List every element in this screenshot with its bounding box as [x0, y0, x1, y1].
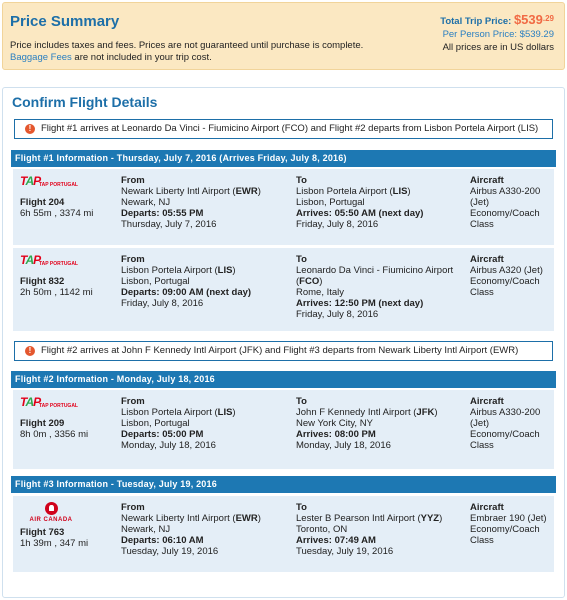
warning-icon: ! [25, 124, 35, 134]
tap-portugal-logo: TAP TAP PORTUGAL [20, 253, 78, 267]
flight-row [13, 496, 554, 574]
air-canada-logo: AIR CANADA [20, 502, 82, 526]
connection-notice-2: ! Flight #2 arrives at John F Kennedy Intl Airport (JFK) and Flight #3 departs from Newark Liberty Intl Airport (EWR) [14, 341, 553, 361]
per-person-price: Per Person Price: $539.29 [442, 29, 554, 40]
aircraft-cell: Aircraft Airbus A330-200 (Jet) Economy/Coach Class [470, 396, 541, 451]
to-cell: To John F Kennedy Intl Airport (JFK) New York City, NY Arrives: 08:00 PM Monday, July 18, 2016 [296, 396, 438, 451]
price-summary-panel [2, 2, 565, 70]
total-price-value: $\$539^{.29}$ [513, 12, 554, 27]
to-cell: To Lester B Pearson Intl Airport (YYZ) Toronto, ON Arrives: 07:49 AM Tuesday, July 19, 2016 [296, 502, 443, 557]
flight-row [13, 169, 554, 247]
baggage-note-text: are not included in your trip cost. [71, 52, 212, 63]
price-note: Price includes taxes and fees. Prices are not guaranteed until purchase is complete. [10, 40, 364, 51]
flight-number: Flight 209 [20, 418, 65, 429]
currency-note: All prices are in US dollars [442, 42, 554, 53]
flight-duration: 8h 0m , 3356 mi [20, 429, 89, 440]
aircraft-cell: Aircraft Airbus A330-200 (Jet) Economy/Coach Class [470, 175, 541, 230]
aircraft-cell: Aircraft Airbus A320 (Jet) Economy/Coach Class [470, 254, 543, 298]
baggage-note [10, 52, 212, 63]
flight-duration: 2h 50m , 1142 mi [20, 287, 93, 298]
aircraft-cell: Aircraft Embraer 190 (Jet) Economy/Coach Class [470, 502, 547, 546]
confirm-title: Confirm Flight Details [12, 94, 158, 110]
to-cell: To Leonardo Da Vinci - Fiumicino Airport (FCO) Rome, Italy Arrives: 12:50 PM (next day) Friday, July 8, 2016 [296, 254, 454, 320]
to-cell: To Lisbon Portela Airport (LIS) Lisbon, Portugal Arrives: 05:50 AM (next day) Friday, July 8, 2016 [296, 175, 424, 230]
confirm-flight-panel [2, 87, 565, 598]
flight-3-header: Flight #3 Information - Tuesday, July 19, 2016 [11, 476, 556, 493]
price-summary-title: Price Summary [10, 13, 120, 30]
connection-notice-1: ! Flight #1 arrives at Leonardo Da Vinci - Fiumicino Airport (FCO) and Flight #2 departs from Lisbon Portela Airport (LIS) [14, 119, 553, 139]
flight-number: Flight 204 [20, 197, 65, 208]
baggage-fees-link[interactable]: Baggage Fees [10, 52, 72, 63]
flight-number: Flight 832 [20, 276, 65, 287]
from-cell: From Newark Liberty Intl Airport (EWR) Newark, NJ Departs: 05:55 PM Thursday, July 7, 2016 [121, 175, 261, 230]
warning-icon: ! [25, 346, 35, 356]
flight-row [13, 248, 554, 333]
from-cell: From Lisbon Portela Airport (LIS) Lisbon, Portugal Departs: 05:00 PM Monday, July 18, 2016 [121, 396, 236, 451]
total-price-label: Total Trip Price: [440, 16, 514, 27]
flight-duration: 1h 39m , 347 mi [20, 538, 89, 549]
from-cell: From Lisbon Portela Airport (LIS) Lisbon, Portugal Departs: 09:00 AM (next day) Friday, July 8, 2016 [121, 254, 252, 309]
flight-duration: 6h 55m , 3374 mi [20, 208, 94, 219]
flight-2-header: Flight #2 Information - Monday, July 18, 2016 [11, 371, 556, 388]
from-cell: From Newark Liberty Intl Airport (EWR) Newark, NJ Departs: 06:10 AM Tuesday, July 19, 2016 [121, 502, 261, 557]
tap-portugal-logo: TAP TAP PORTUGAL [20, 395, 78, 409]
flight-number: Flight 763 [20, 527, 65, 538]
price-block [440, 13, 554, 54]
flight-row [13, 390, 554, 471]
flight-1-header: Flight #1 Information - Thursday, July 7, 2016 (Arrives Friday, July 8, 2016) [11, 150, 556, 167]
tap-portugal-logo: TAP TAP PORTUGAL [20, 174, 78, 188]
